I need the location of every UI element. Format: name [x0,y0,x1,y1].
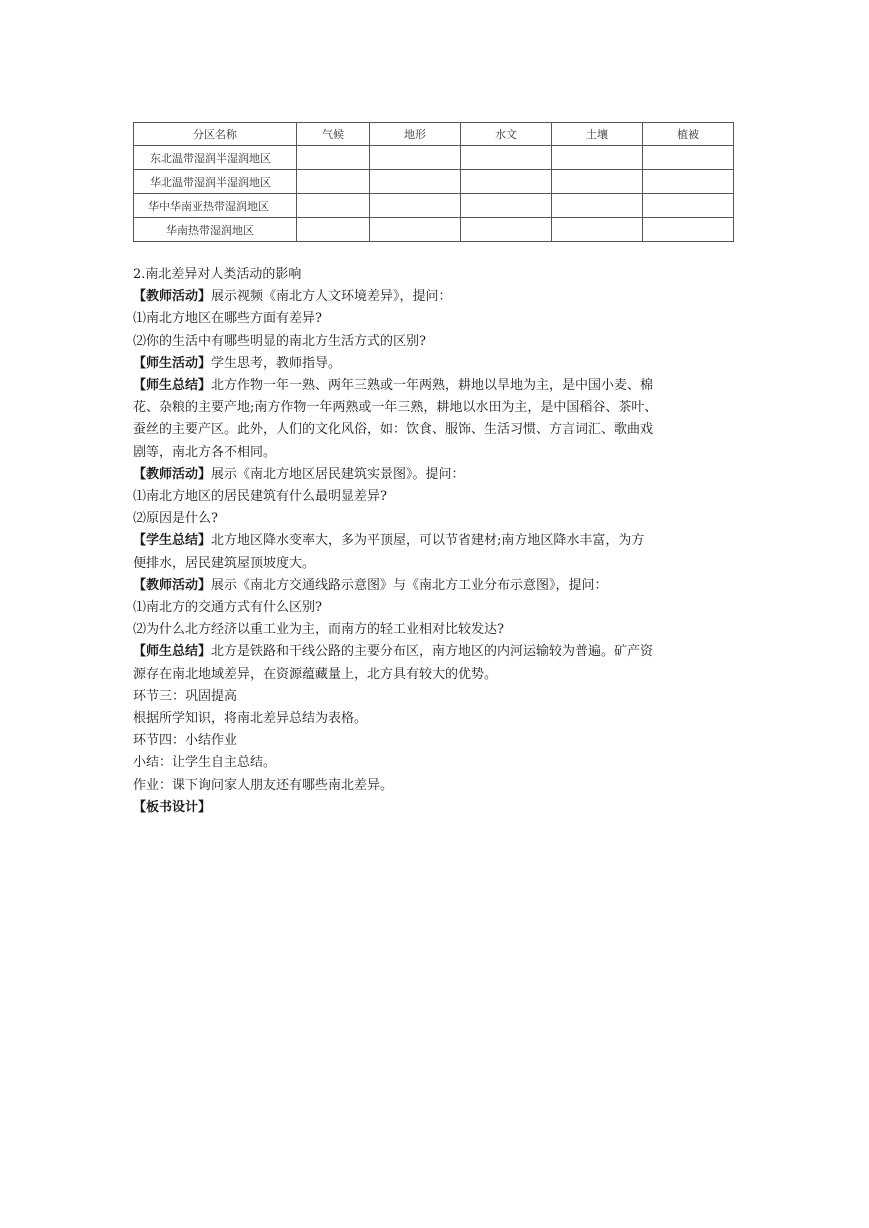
empty-cell [297,194,370,218]
table-row [134,218,734,242]
region-name-cell: 东北温带湿润半湿润地区 [134,146,297,170]
paragraph-tag: 【教师活动】 [133,466,212,482]
region-comparison-table [133,122,734,242]
paragraph-line: 蚕丝的主要产区。此外，人们的文化风俗，如：饮食、服饰、生活习惯、方言词汇、歌曲戏 [133,422,654,438]
paragraph-line: 源存在南北地域差异，在资源蕴藏量上，北方具有较大的优势。 [133,666,498,682]
paragraph-text: 学生思考，教师指导。 [211,355,342,371]
question-line: ⑵原因是什么? [133,511,218,527]
question-line: ⑵你的生活中有哪些明显的南北方生活方式的区别? [133,333,426,349]
paragraph-tag: 【学生总结】 [133,533,212,549]
region-name-cell: 华中华南亚热带湿润地区 [134,194,297,218]
paragraph-tag: 【师生活动】 [133,355,212,371]
question-line: ⑵为什么北方经济以重工业为主，而南方的轻工业相对比较发达? [133,622,504,638]
paragraph [133,575,745,597]
paragraph [133,641,745,663]
homework-line: 作业：课下询问家人朋友还有哪些南北差异。 [133,777,394,793]
paragraph [133,286,745,308]
empty-cell [370,194,461,218]
paragraph-text: 展示视频《南北方人文环境差异》，提问： [211,289,452,305]
empty-cell [370,146,461,170]
empty-cell [461,218,552,242]
paragraph-tag: 【教师活动】 [133,289,212,305]
paragraph-text: 北方地区降水变率大，多为平顶屋，可以节省建材;南方地区降水丰富，为方 [211,533,645,549]
paragraph-text: 展示《南北方交通线路示意图》与《南北方工业分布示意图》，提问： [211,577,608,593]
paragraph [133,353,745,375]
empty-cell [461,194,552,218]
paragraph-text: 北方是铁路和干线公路的主要分布区，南方地区的内河运输较为普遍。矿产资 [211,644,654,660]
paragraph-tag: 【师生总结】 [133,644,212,660]
header-terrain: 地形 [370,123,461,146]
question-line: ⑴南北方地区在哪些方面有差异? [133,311,322,327]
question-line: ⑴南北方的交通方式有什么区别? [133,600,322,616]
empty-cell [643,170,734,194]
empty-cell [552,146,643,170]
paragraph-line: 剧等，南北方各不相同。 [133,444,277,460]
paragraph-text: 北方作物一年一熟、两年三熟或一年两熟，耕地以旱地为主，是中国小麦、棉 [211,378,654,394]
question-line: ⑴南北方地区的居民建筑有什么最明显差异? [133,489,387,505]
paragraph [133,530,745,552]
paragraph [133,464,745,486]
table-row [134,170,734,194]
empty-cell [461,146,552,170]
header-vegetation: 植被 [643,123,734,146]
empty-cell [297,170,370,194]
empty-cell [643,146,734,170]
header-soil: 土壤 [552,123,643,146]
region-name-cell: 华北温带湿润半湿润地区 [134,170,297,194]
empty-cell [643,194,734,218]
header-hydrology: 水文 [461,123,552,146]
step-heading: 环节四：小结作业 [133,733,238,749]
header-region-name: 分区名称 [134,123,297,146]
paragraph [133,375,745,397]
empty-cell [297,218,370,242]
paragraph-text: 展示《南北方地区居民建筑实景图》。提问： [211,466,465,482]
section-title: 2.南北差异对人类活动的影响 [133,267,302,282]
empty-cell [370,170,461,194]
empty-cell [552,194,643,218]
empty-cell [552,218,643,242]
paragraph-line: 花、杂粮的主要产地;南方作物一年两熟或一年三熟，耕地以水田为主，是中国稻谷、茶叶、 [133,400,658,416]
table-header-row [134,123,734,146]
paragraph-tag: 【教师活动】 [133,577,212,593]
paragraph-tag: 【板书设计】 [133,799,212,815]
empty-cell [370,218,461,242]
step-heading: 环节三：巩固提高 [133,688,238,704]
empty-cell [552,170,643,194]
region-name-cell: 华南热带湿润地区 [134,218,297,242]
summary-line: 小结：让学生自主总结。 [133,755,277,771]
paragraph-line: 便排水，居民建筑屋顶坡度大。 [133,555,316,571]
empty-cell [643,218,734,242]
table-row [134,146,734,170]
lesson-body [133,264,745,819]
empty-cell [461,170,552,194]
paragraph-line: 根据所学知识，将南北差异总结为表格。 [133,711,368,727]
board-design-heading [133,797,745,819]
table-row [134,194,734,218]
header-climate: 气候 [297,123,370,146]
empty-cell [297,146,370,170]
paragraph-tag: 【师生总结】 [133,378,212,394]
